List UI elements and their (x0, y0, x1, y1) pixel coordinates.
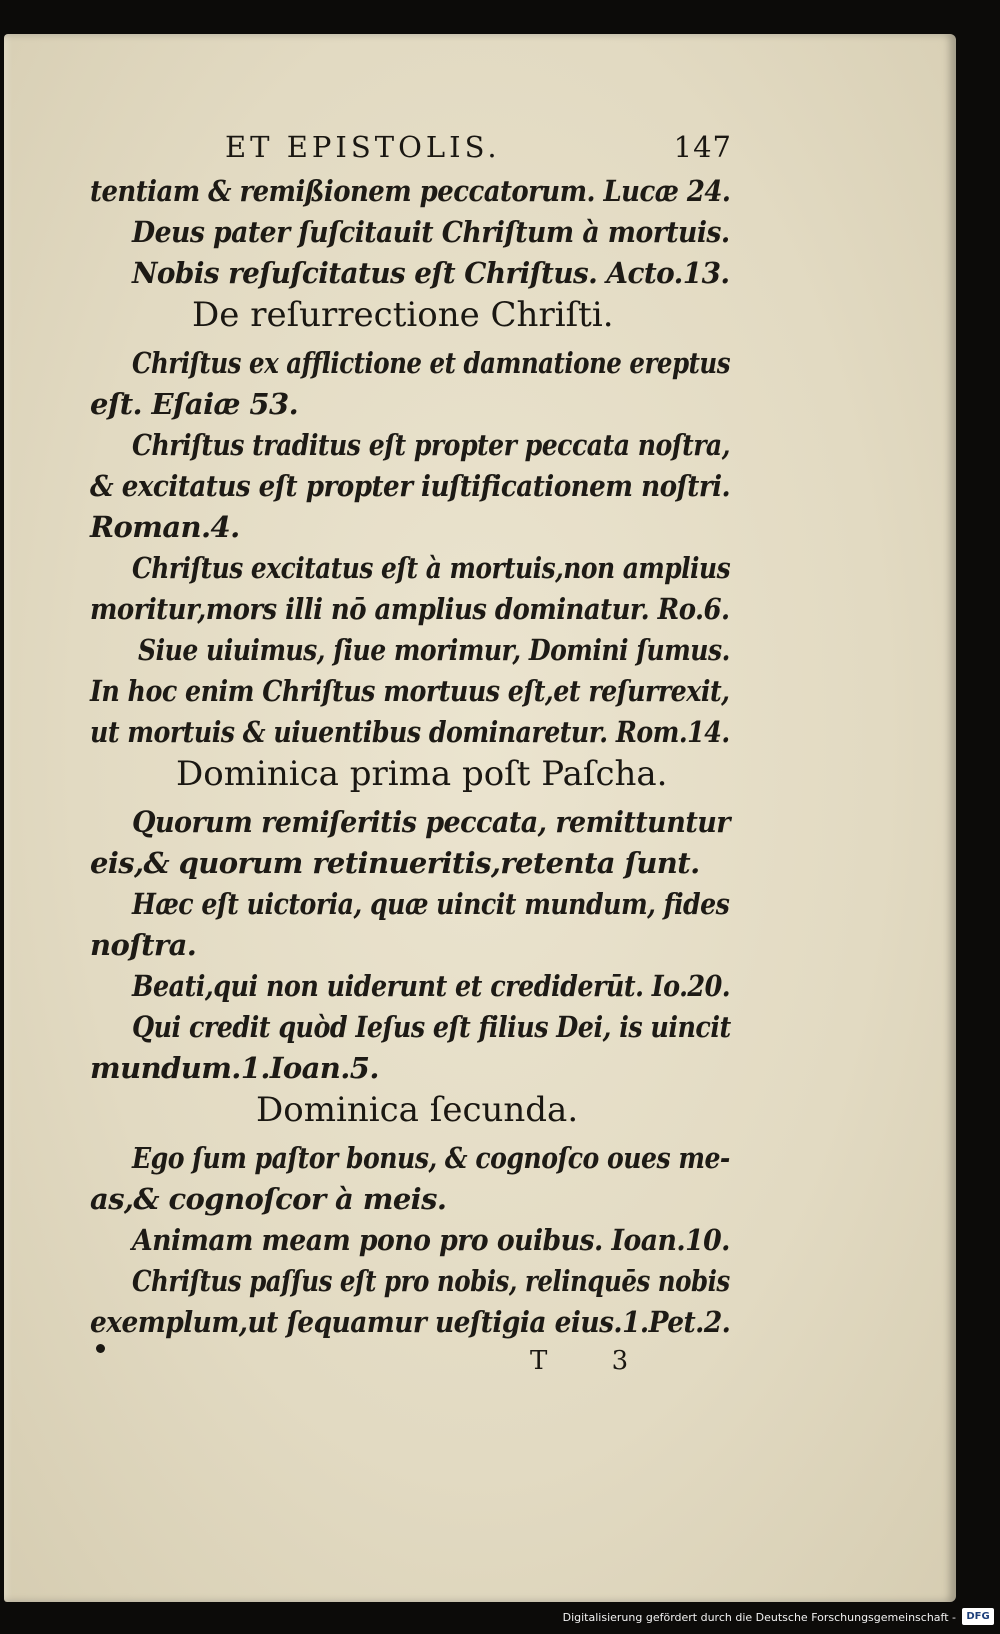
text-line: Qui credit quòd Ieſus eſt filius Dei, is uincit (132, 1010, 731, 1044)
book-page (4, 34, 956, 1602)
running-head-title: ET EPISTOLIS. (225, 130, 501, 164)
text-line: Chriſtus traditus eſt propter peccata noſtra, (132, 428, 730, 462)
footer-bar (0, 1603, 1000, 1634)
text-line: Siue uiuimus, ſiue morimur, Domini ſumus. (138, 633, 730, 667)
text-line: noſtra. (90, 928, 197, 962)
text-line: & excitatus eſt propter iuſtificationem noſtri. (90, 469, 731, 503)
text-line: Chriſtus paſſus eſt pro nobis, relinquēs nobis (132, 1264, 730, 1298)
text-line: ut mortuis & uiuentibus dominaretur. Rom.14. (90, 715, 730, 749)
text-line: mundum.1.Ioan.5. (90, 1051, 379, 1085)
running-head (90, 124, 730, 174)
text-line: Nobis reſuſcitatus eſt Chriſtus. Acto.13. (132, 256, 730, 290)
text-line: Chriſtus ex afflictione et damnatione ereptus (132, 346, 731, 380)
text-line: Deus pater ſuſcitauit Chriſtum à mortuis. (132, 215, 730, 249)
digitization-credit: Digitalisierung gefördert durch die Deutsche Forschungsgemeinschaft - (562, 1611, 956, 1624)
text-line: Animam meam pono pro ouibus. Ioan.10. (132, 1223, 730, 1257)
ink-dot (96, 1344, 105, 1353)
text-line: eis,& quorum retinueritis,retenta ſunt. (90, 846, 700, 880)
section-heading: Dominica prima poſt Paſcha. (176, 754, 668, 794)
text-line: Roman.4. (90, 510, 240, 544)
page-number: 147 (673, 130, 732, 164)
text-line: Hæc eſt uictoria, quæ uincit mundum, fides (132, 887, 730, 921)
text-line: In hoc enim Chriſtus mortuus eſt,et reſurrexit, (90, 674, 730, 708)
text-line: Ego ſum paſtor bonus, & cognoſco oues me- (132, 1141, 730, 1175)
section-heading: De reſurrectione Chriſti. (192, 295, 614, 335)
text-line: Chriſtus excitatus eſt à mortuis,non amplius (132, 551, 731, 585)
text-line: tentiam & remißionem peccatorum. Lucæ 24. (90, 174, 731, 208)
text-line: as,& cognoſcor à meis. (90, 1182, 447, 1216)
text-line: moritur,mors illi nō amplius dominatur. Ro.6. (90, 592, 730, 626)
section-heading: Dominica ſecunda. (256, 1090, 579, 1130)
text-line: exemplum,ut ſequamur ueſtigia eius.1.Pet.2. (90, 1305, 731, 1339)
text-line: Quorum remiſeritis peccata, remittuntur (132, 805, 730, 839)
text-line: Beati,qui non uiderunt et crediderūt. Io.20. (132, 969, 731, 1003)
dfg-logo: DFG (962, 1608, 994, 1625)
text-line: eſt. Eſaiæ 53. (90, 387, 299, 421)
signature-mark: T 3 (530, 1346, 657, 1376)
